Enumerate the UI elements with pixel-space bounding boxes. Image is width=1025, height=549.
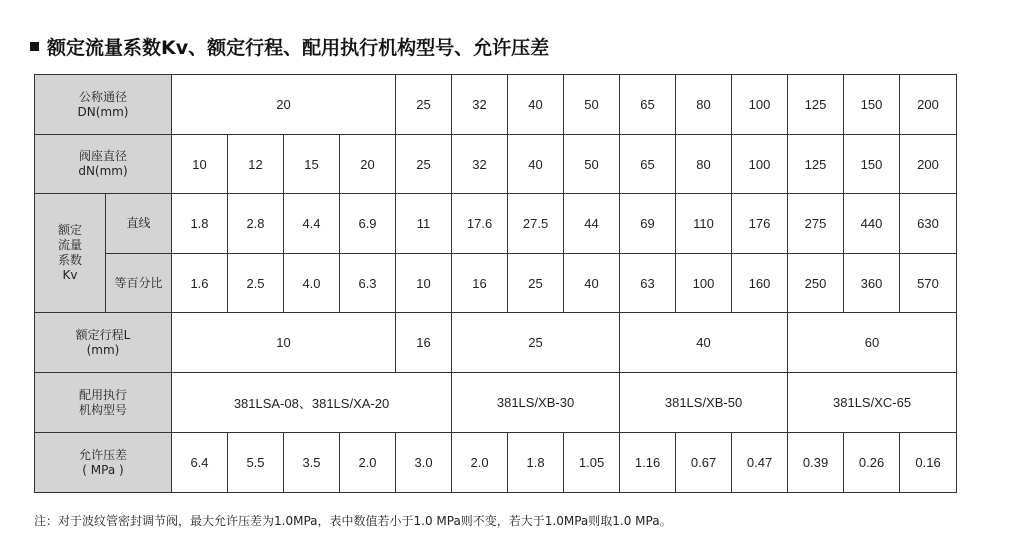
dn-cell: 200 [900,75,957,135]
pressure-cell: 0.16 [900,433,957,493]
dn-cell: 40 [508,75,564,135]
subheader-equal-percent: 等百分比 [106,254,172,313]
table-row-stroke [35,313,957,373]
dn-cell: 100 [732,75,788,135]
table-row-kv-linear [35,194,957,254]
actuator-cell: 381LS/XB-50 [620,373,788,433]
kv-linear-cell: 4.4 [284,194,340,254]
seat-cell: 12 [228,135,284,194]
pressure-cell: 0.26 [844,433,900,493]
pressure-cell: 1.8 [508,433,564,493]
kv-linear-cell: 44 [564,194,620,254]
pressure-cell: 5.5 [228,433,284,493]
kv-equal-percent-cell: 1.6 [172,254,228,313]
seat-cell: 20 [340,135,396,194]
stroke-cell: 10 [172,313,396,373]
kv-equal-percent-cell: 250 [788,254,844,313]
row-header-dn: 公称通径 DN(mm) [35,75,172,135]
kv-linear-cell: 6.9 [340,194,396,254]
pressure-cell: 3.0 [396,433,452,493]
pressure-cell: 2.0 [340,433,396,493]
kv-equal-percent-cell: 16 [452,254,508,313]
kv-linear-cell: 440 [844,194,900,254]
seat-cell: 50 [564,135,620,194]
pressure-cell: 6.4 [172,433,228,493]
kv-linear-cell: 176 [732,194,788,254]
seat-cell: 40 [508,135,564,194]
seat-cell: 25 [396,135,452,194]
seat-cell: 200 [900,135,957,194]
kv-linear-cell: 69 [620,194,676,254]
pressure-cell: 1.16 [620,433,676,493]
pressure-cell: 0.47 [732,433,788,493]
table-row-seat [35,135,957,194]
seat-cell: 65 [620,135,676,194]
kv-equal-percent-cell: 6.3 [340,254,396,313]
kv-equal-percent-cell: 2.5 [228,254,284,313]
row-header-stroke: 额定行程L (mm) [35,313,172,373]
stroke-cell: 25 [452,313,620,373]
kv-linear-cell: 17.6 [452,194,508,254]
actuator-cell: 381LS/XB-30 [452,373,620,433]
pressure-cell: 0.67 [676,433,732,493]
seat-cell: 150 [844,135,900,194]
section-title-text: 额定流量系数Kv、额定行程、配用执行机构型号、允许压差 [47,37,550,59]
kv-equal-percent-cell: 10 [396,254,452,313]
kv-linear-cell: 110 [676,194,732,254]
dn-cell: 125 [788,75,844,135]
stroke-cell: 60 [788,313,957,373]
subheader-linear: 直线 [106,194,172,254]
pressure-cell: 2.0 [452,433,508,493]
kv-linear-cell: 2.8 [228,194,284,254]
kv-linear-cell: 1.8 [172,194,228,254]
pressure-cell: 3.5 [284,433,340,493]
row-header-actuator: 配用执行 机构型号 [35,373,172,433]
footnote: 注：对于波纹管密封调节阀，最大允许压差为1.0MPa，表中数值若小于1.0 MPa则不变，若大于1.0MPa则取1.0 MPa。 [34,514,672,528]
dn-cell: 25 [396,75,452,135]
table-row-pressure [35,433,957,493]
seat-cell: 100 [732,135,788,194]
seat-cell: 32 [452,135,508,194]
actuator-cell: 381LS/XC-65 [788,373,957,433]
kv-equal-percent-cell: 570 [900,254,957,313]
kv-linear-cell: 630 [900,194,957,254]
row-header-seat: 阀座直径 dN(mm) [35,135,172,194]
seat-cell: 15 [284,135,340,194]
kv-equal-percent-cell: 100 [676,254,732,313]
dn-cell: 50 [564,75,620,135]
stroke-cell: 16 [396,313,452,373]
seat-cell: 10 [172,135,228,194]
kv-linear-cell: 275 [788,194,844,254]
kv-equal-percent-cell: 360 [844,254,900,313]
pressure-cell: 0.39 [788,433,844,493]
kv-equal-percent-cell: 63 [620,254,676,313]
table-row-kv-equal-percent [35,254,957,313]
stroke-cell: 40 [620,313,788,373]
seat-cell: 80 [676,135,732,194]
row-header-pressure: 允许压差 ( MPa ) [35,433,172,493]
dn-cell: 65 [620,75,676,135]
kv-equal-percent-cell: 40 [564,254,620,313]
table-row-actuator [35,373,957,433]
kv-equal-percent-cell: 4.0 [284,254,340,313]
kv-equal-percent-cell: 160 [732,254,788,313]
kv-linear-cell: 11 [396,194,452,254]
row-header-kv: 额定 流量 系数 Kv [35,194,106,313]
dn-cell: 20 [172,75,396,135]
seat-cell: 125 [788,135,844,194]
dn-cell: 32 [452,75,508,135]
kv-linear-cell: 27.5 [508,194,564,254]
actuator-cell: 381LSA-08、381LS/XA-20 [172,373,452,433]
kv-equal-percent-cell: 25 [508,254,564,313]
section-title [30,33,549,60]
spec-table [34,74,957,493]
dn-cell: 150 [844,75,900,135]
dn-cell: 80 [676,75,732,135]
square-bullet-icon [30,42,39,51]
table-row-dn [35,75,957,135]
pressure-cell: 1.05 [564,433,620,493]
